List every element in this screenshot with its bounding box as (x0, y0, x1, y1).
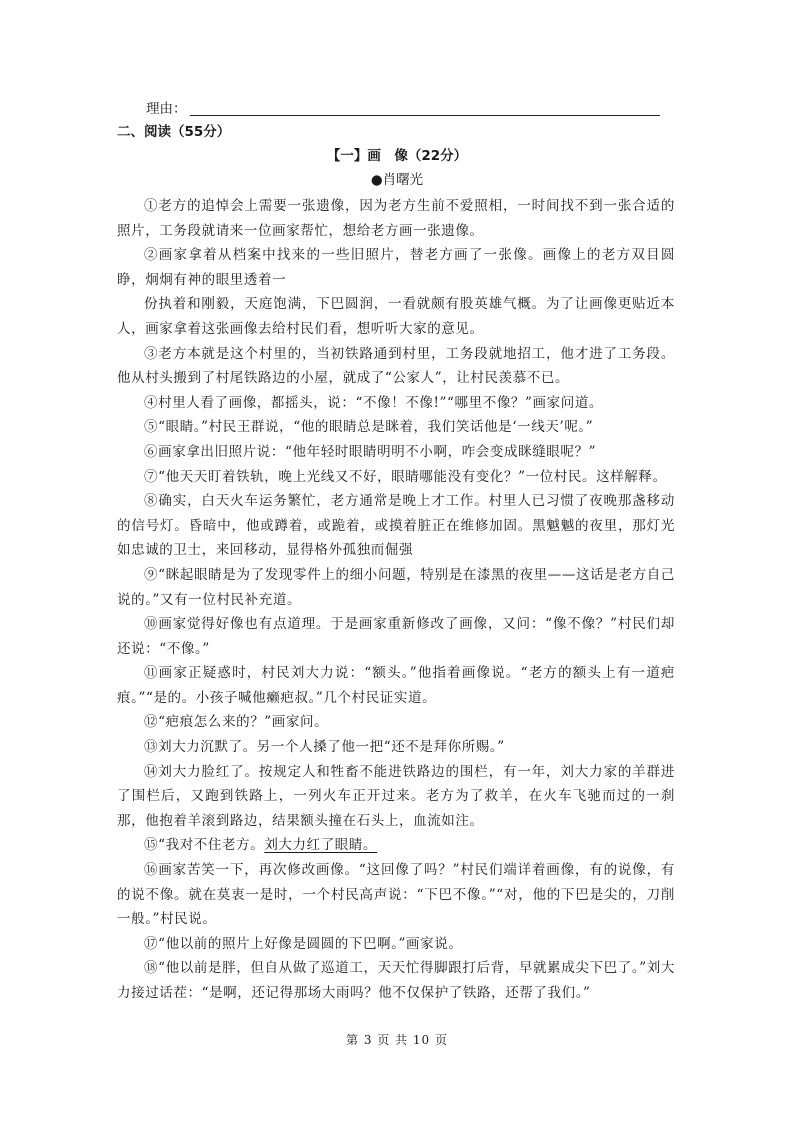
paragraph-6: ⑥画家拿出旧照片说：“他年轻时眼睛明明不小啊，咋会变成眯缝眼呢？” (144, 443, 597, 460)
section-heading: 二、阅读（55分） (117, 124, 231, 140)
paragraph-4: ④村里人看了画像，都摇头，说：“不像！不像!”“哪里不像？”画家问道。 (144, 394, 604, 411)
paragraph-18: ⑱“他以前是胖，但自从做了巡道工，天天忙得脚跟打后背，早就累成尖下巴了。”刘大力接过话茬：“是啊，还记得那场大雨吗？他不仅保护了铁路，还帮了我们。” (117, 960, 675, 1001)
paragraph-16: ⑯画家苦笑一下，再次修改画像。“这回像了吗？”村民们端详着画像，有的说像，有的说不像。就在莫衷一是时，一个村民高声说：“下巴不像。”“对，他的下巴是尖的，刀削一般。”村民说。 (117, 862, 675, 928)
paragraph-7: ⑦“他天天盯着铁轨，晚上光线又不好，眼睛哪能没有变化？”一位村民。这样解释。 (144, 468, 667, 485)
paragraph-2: ②画家拿着从档案中找来的一些旧照片，替老方画了一张像。画像上的老方双目圆睁，炯炯有神的眼里透着一 (117, 247, 675, 288)
paragraph-13: ⑬刘大力沉默了。另一个人搡了他一把“还不是拜你所赐。” (144, 739, 505, 756)
paragraph-5: ⑤“眼睛。”村民王群说，“他的眼睛总是眯着，我们笑话他是‘一线天’呢。” (144, 419, 594, 436)
paragraph-3: ③老方本就是这个村里的，当初铁路通到村里，工务段就地招工，他才进了工务段。他从村头搬到了村尾铁路边的小屋，就成了“公家人”，让村民羡慕不已。 (117, 345, 675, 387)
page-footer: 第 3 页 共 10 页 (346, 1033, 448, 1047)
story-author: ●肖曙光 (370, 172, 424, 188)
reason-line (146, 98, 666, 120)
paragraph-11: ⑪画家正疑惑时，村民刘大力说：“额头。”他指着画像说。“老方的额头上有一道疤痕。”“是的。小孩子喊他癞疤叔。”几个村民证实道。 (117, 665, 675, 706)
reason-answer-blank (190, 115, 660, 116)
paragraph-14: ⑭刘大力脸红了。按规定人和牲畜不能进铁路边的围栏，有一年，刘大力家的羊群进了围栏后，又跑到铁路上，一列火车正开过来。老方为了救羊，在火车飞驰而过的一刹那，他抱着羊滚到路边，结果额头撞在石头上，血流如注。 (117, 763, 675, 829)
reason-label: 理由： (146, 101, 187, 117)
paragraph-2-continued: 份执着和刚毅，天庭饱满，下巴圆润，一看就颇有股英雄气概。为了让画像更贴近本人，画家拿着这张画像去给村民们看，想听听大家的意见。 (117, 296, 675, 337)
paragraph-15-text: ⑮“我对不住老方。 (144, 837, 265, 854)
story-body (117, 194, 675, 1006)
paragraph-9: ⑨“眯起眼睛是为了发现零件上的细小问题，特别是在漆黑的夜里——这话是老方自己说的。”又有一位村民补充道。 (117, 566, 675, 608)
underlined-phrase: 刘大力红了眼睛。 (264, 837, 378, 854)
paragraph-12: ⑫“疤痕怎么来的？”画家问。 (144, 714, 329, 731)
story-title: 【一】画 像（22分） (326, 148, 468, 164)
paragraph-15 (117, 833, 675, 858)
paragraph-1: ①老方的追悼会上需要一张遗像，因为老方生前不爱照相，一时间找不到一张合适的照片，工务段就请来一位画家帮忙，想给老方画一张遗像。 (117, 198, 675, 239)
paragraph-8: ⑧确实，白天火车运务繁忙，老方通常是晚上才工作。村里人已习惯了夜晚那盏移动的信号灯。昏暗中，他或蹲着，或跪着，或摸着脏正在维修加固。黑魆魆的夜里，那灯光如忠诚的卫士，来回移动，显得格外孤独而倔强 (117, 493, 675, 559)
paragraph-10: ⑩画家觉得好像也有点道理。于是画家重新修改了画像，又问：“像不像？”村民们却还说：“不像。” (117, 616, 675, 657)
paragraph-17: ⑰“他以前的照片上好像是圆圆的下巴啊。”画家说。 (144, 935, 463, 952)
